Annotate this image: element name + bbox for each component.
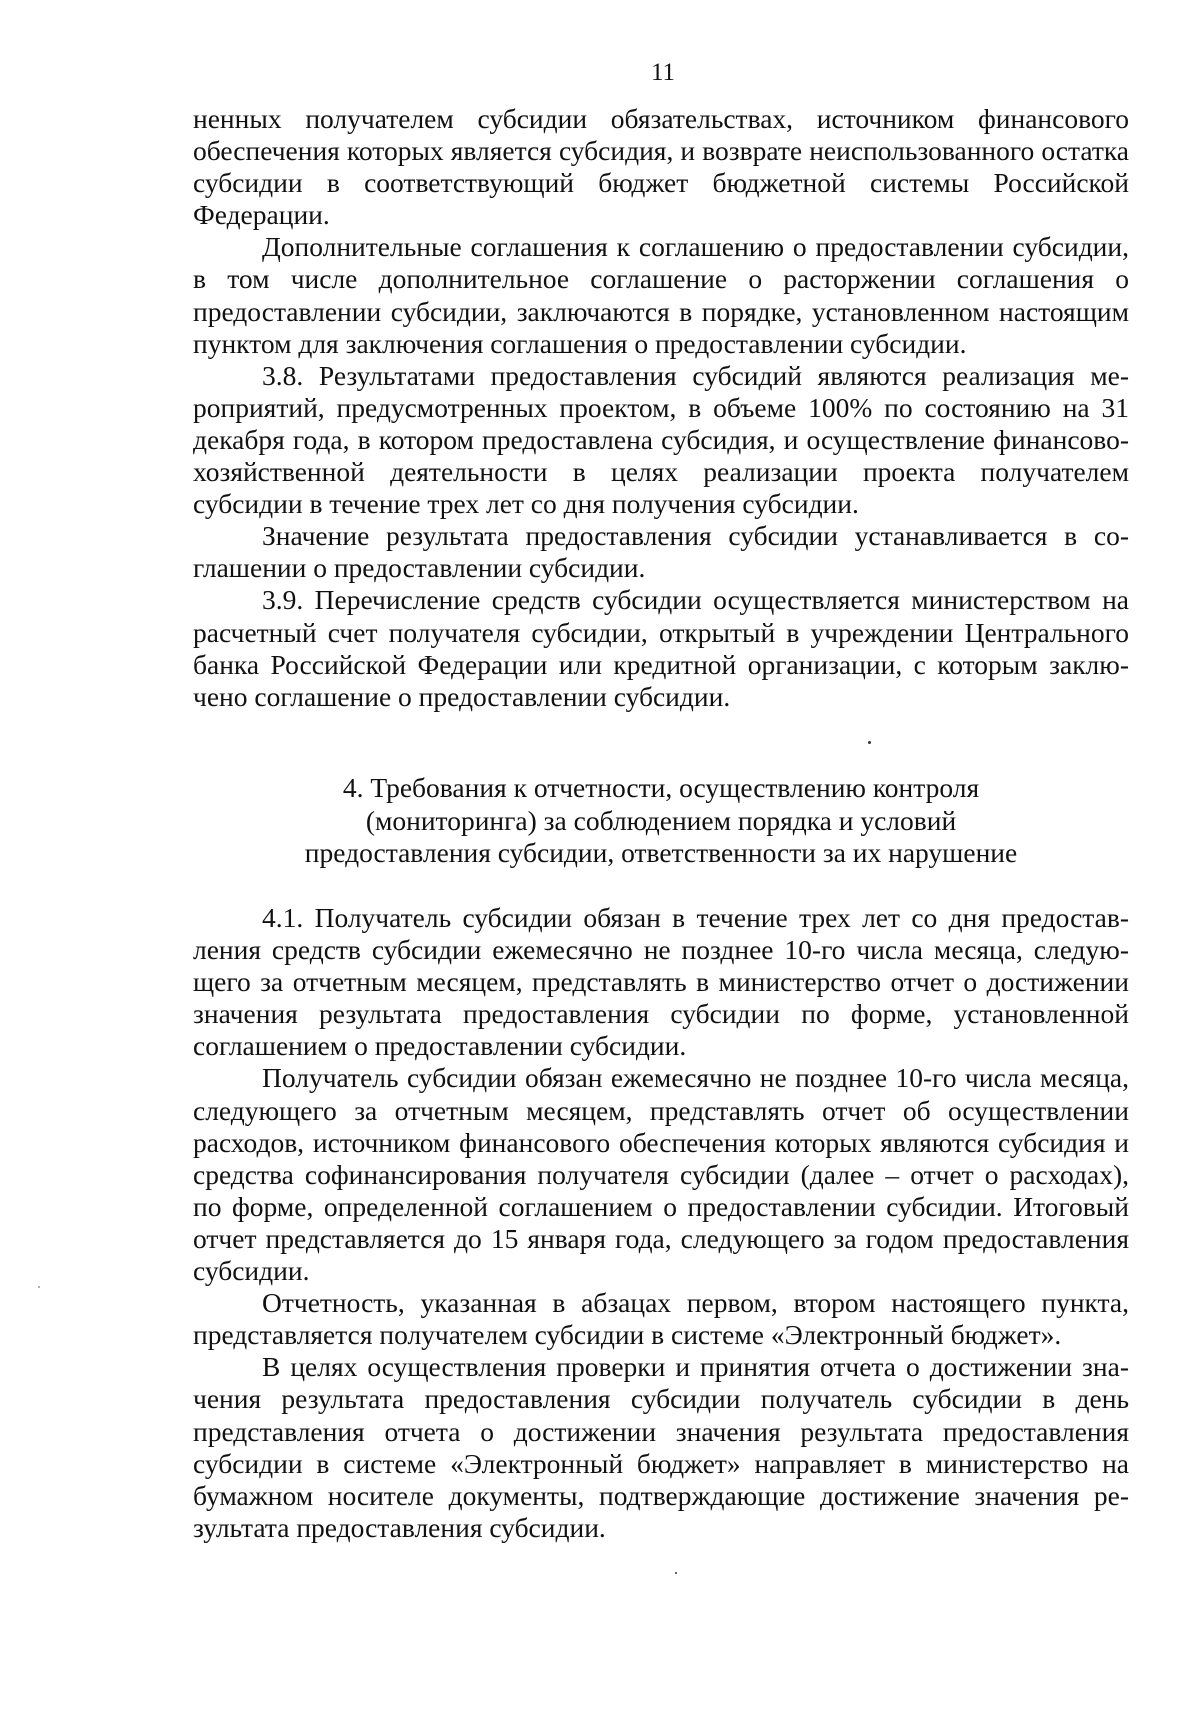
page-number: 11 xyxy=(650,59,676,86)
body-text-before-heading xyxy=(193,103,1129,713)
paragraph-3-9: 3.9. Перечисление средств субсидии осуществляется министерством на расчетный счет получателя субсидии, открытый в учреждении Центрального банка Российской Федерации или кредитной организации, с которым заключено соглашение о предоставлении субсидии. xyxy=(193,584,1129,712)
paragraph-additional-agreements: Дополнительные соглашения к соглашению о предоставлении субсидии, в том числе дополнительное соглашение о расторжении соглашения о предоставлении субсидии, заключаются в порядке, установленном настоящим пунктом для заключения соглашения о предоставлении субсидии. xyxy=(193,231,1129,359)
paragraph-electronic-budget: Отчетность, указанная в абзацах первом, втором настоящего пункта, представляется получателем субсидии в системе «Электронный бюджет». xyxy=(193,1287,1129,1351)
paragraph-expense-report: Получатель субсидии обязан ежемесячно не позднее 10-го числа месяца, следующего за отчетным месяцем, представлять отчет об осуществлении расходов, источником финансового обеспечения которых являются субсидия и средства софинансирования получателя субсидии (далее – отчет о расходах), по форме, определенной соглашением о предоставлении субсидии. Итоговый отчет представляется до 15 января года, следующего за годом предоставления субсидии. xyxy=(193,1062,1129,1287)
scan-speck xyxy=(868,741,871,744)
section-heading-line-3: предоставления субсидии, ответственности за их нарушение xyxy=(304,837,1018,868)
scan-speck xyxy=(38,1286,40,1288)
body-text-after-heading xyxy=(193,902,1129,1544)
section-heading-line-2: (мониторинга) за соблюдением порядка и условий xyxy=(365,804,957,836)
paragraph-verification: В целях осуществления проверки и принятия отчета о достижении значения результата предоставления субсидии получатель субсидии в день представления отчета о достижении значения результата предоставления субсидии в системе «Электронный бюджет» направляет в министерство на бумажном носителе документы, подтверждающие достижение значения результата предоставления субсидии. xyxy=(193,1351,1129,1543)
section-heading-line-1: 4. Требования к отчетности, осуществлению контроля xyxy=(342,772,980,803)
paragraph-3-8: 3.8. Результатами предоставления субсидий являются реализация мероприятий, предусмотренных проектом, в объеме 100% по состоянию на 31 декабря года, в котором предоставлена субсидия, и осуществление финансово-хозяйственной деятельности в целях реализации проекта получателем субсидии в течение трех лет со дня получения субсидии. xyxy=(193,359,1129,520)
scan-speck xyxy=(675,1572,677,1574)
paragraph-continuation: ненных получателем субсидии обязательствах, источником финансового обеспечения которых является субсидия, и возврате неиспользованного остатка субсидии в соответствующий бюджет бюджетной системы Российской Федерации. xyxy=(193,103,1129,231)
section-heading xyxy=(193,772,1129,870)
paragraph-4-1: 4.1. Получатель субсидии обязан в течение трех лет со дня предоставления средств субсидии ежемесячно не позднее 10-го числа месяца, следующего за отчетным месяцем, представлять в министерство отчет о достижении значения результата предоставления субсидии по форме, установленной соглашением о предоставлении субсидии. xyxy=(193,902,1129,1062)
paragraph-result-value: Значение результата предоставления субсидии устанавливается в соглашении о предоставлении субсидии. xyxy=(193,520,1129,584)
